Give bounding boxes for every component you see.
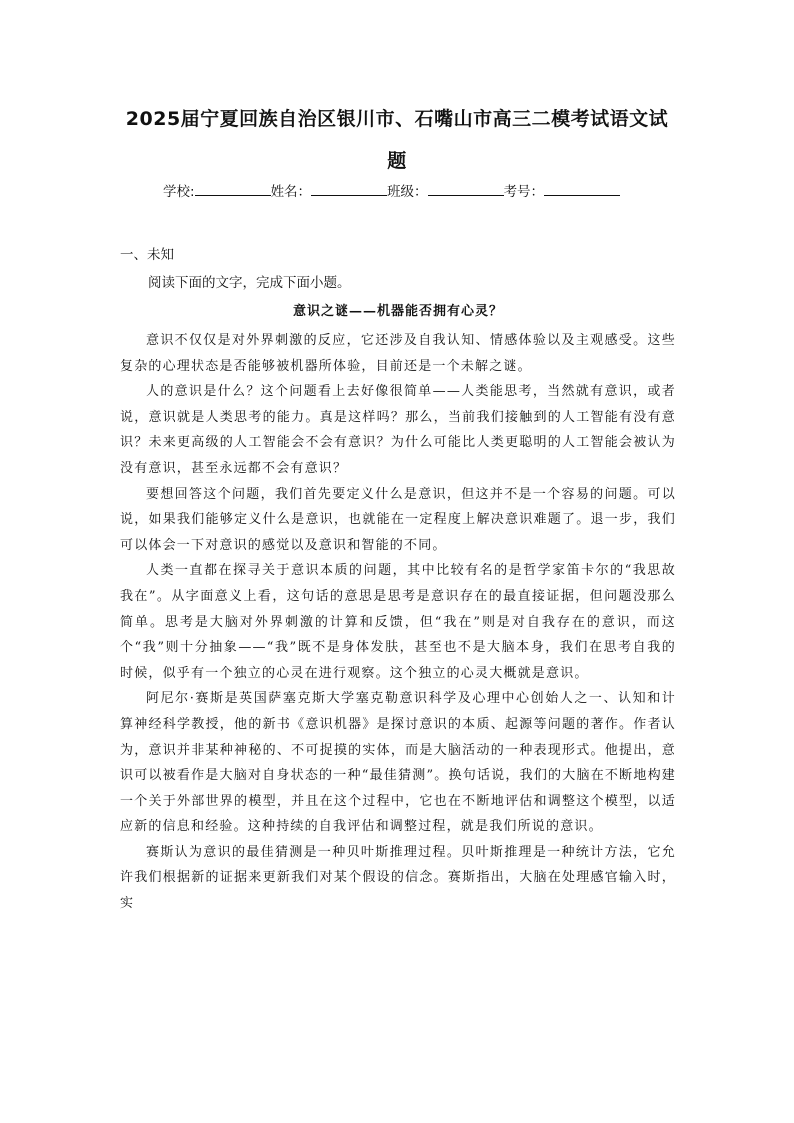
class-label: 班级： bbox=[387, 184, 428, 200]
article-body bbox=[120, 328, 676, 917]
article-paragraph: 要想回答这个问题，我们首先要定义什么是意识，但这并不是一个容易的问题。可以说，如果我们能够定义什么是意识，也就能在一定程度上解决意识难题了。退一步，我们可以体会一下对意识的感觉以及意识和智能的不同。 bbox=[120, 486, 676, 553]
exam-title-line-2: 题 bbox=[387, 150, 407, 172]
name-label: 姓名： bbox=[270, 184, 312, 200]
article-paragraph: 人的意识是什么？这个问题看上去好像很简单——人类能思考，当然就有意识，或者说，意识就是人类思考的能力。真是这样吗？那么，当前我们接触到的人工智能有没有意识？未来更高级的人工智能会不会有意识？为什么可能比人类更聪明的人工智能会被认为没有意识，甚至永远都不会有意识？ bbox=[120, 384, 676, 476]
section-instruction: 阅读下面的文字，完成下面小题。 bbox=[148, 275, 351, 291]
exam-title bbox=[110, 98, 684, 182]
school-blank[interactable] bbox=[195, 183, 271, 196]
article-paragraph: 赛斯认为意识的最佳猜测是一种贝叶斯推理过程。贝叶斯推理是一种统计方法，它允许我们根据新的证据来更新我们对某个假设的信念。赛斯指出，大脑在处理感官输入时，实 bbox=[120, 844, 676, 912]
article-title: 意识之谜——机器能否拥有心灵？ bbox=[292, 304, 503, 319]
section-heading: 一、未知 bbox=[120, 247, 174, 263]
article-paragraph: 意识不仅仅是对外界刺激的反应，它还涉及自我认知、情感体验以及主观感受。这些复杂的心理状态是否能够被机器所体验，目前还是一个未解之谜。 bbox=[120, 333, 676, 374]
article-paragraph: 人类一直都在探寻关于意识本质的问题，其中比较有名的是哲学家笛卡尔的“我思故我在”。从字面意义上看，这句话的意思是思考是意识存在的最直接证据，但问题没那么简单。思考是大脑对外界刺激的计算和反馈，但“我在”则是对自我存在的意识，而这个“我”则十分抽象——“我”既不是身体发肤，甚至也不是大脑本身，我们在思考自我的时候，似乎有一个独立的心灵在进行观察。这个独立的心灵大概就是意识。 bbox=[120, 563, 676, 681]
article-paragraph: 阿尼尔·赛斯是英国萨塞克斯大学塞克勒意识科学及心理中心创始人之一、认知和计算神经科学教授，他的新书《意识机器》是探讨意识的本质、起源等问题的著作。作者认为，意识并非某种神秘的、不可捉摸的实体，而是大脑活动的一种表现形式。他提出，意识可以被看作是大脑对自身状态的一种“最佳猜测”。换句话说，我们的大脑在不断地构建一个关于外部世界的模型，并且在这个过程中，它也在不断地评估和调整这个模型，以适应新的信息和经验。这种持续的自我评估和调整过程，就是我们所说的意识。 bbox=[120, 691, 676, 835]
name-blank[interactable] bbox=[311, 183, 387, 196]
exam-number-blank[interactable] bbox=[544, 183, 620, 196]
exam-number-label: 考号： bbox=[503, 184, 545, 200]
school-label: 学校: bbox=[163, 184, 195, 200]
class-blank[interactable] bbox=[428, 183, 504, 196]
student-info-line bbox=[163, 180, 620, 200]
exam-title-line-1: 2025届宁夏回族自治区银川市、石嘴山市高三二模考试语文试 bbox=[125, 108, 669, 130]
